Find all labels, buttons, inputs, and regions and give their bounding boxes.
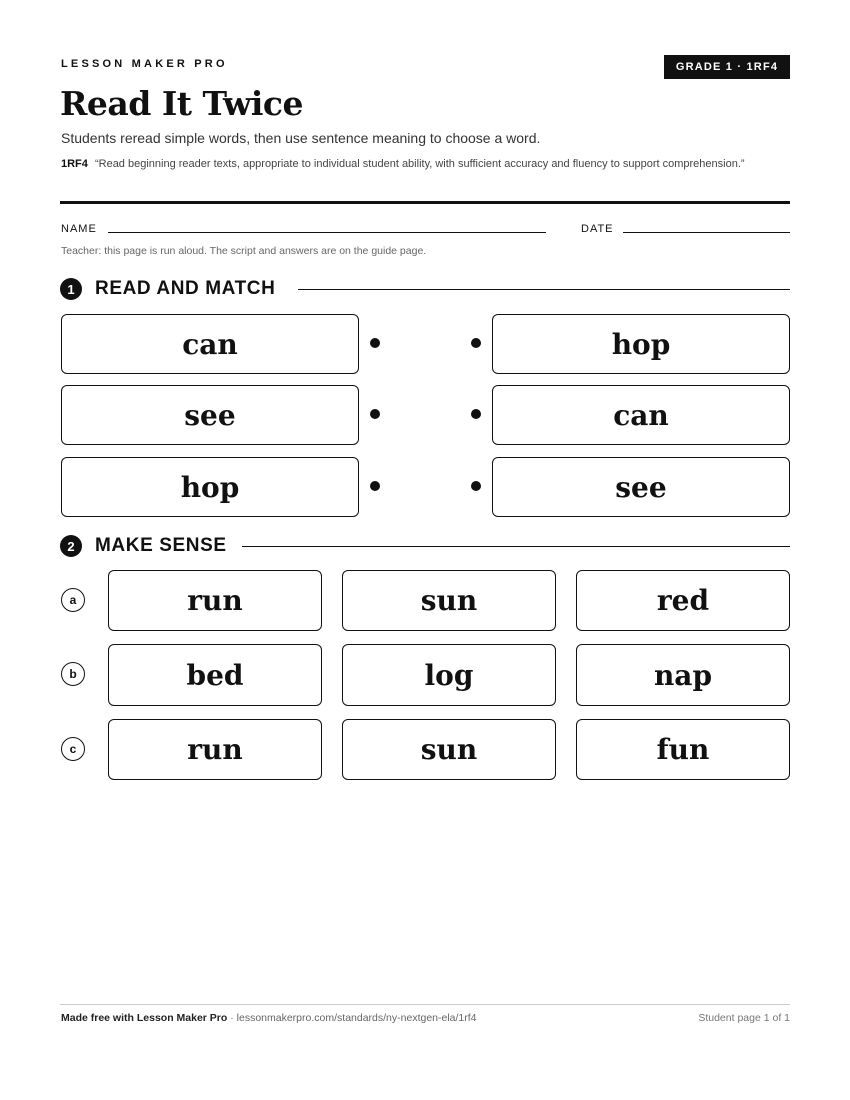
choice-word[interactable]: run	[108, 719, 322, 780]
standard-description	[61, 156, 761, 173]
choice-word[interactable]: sun	[342, 570, 556, 631]
match-right-word: see	[492, 457, 790, 517]
match-left-dot[interactable]	[370, 409, 380, 419]
row-letter-badge: c	[61, 737, 85, 761]
choice-word[interactable]: bed	[108, 644, 322, 706]
row-letter-badge: a	[61, 588, 85, 612]
standard-code: 1RF4	[61, 158, 88, 170]
name-label: NAME	[61, 223, 97, 235]
choice-word[interactable]: sun	[342, 719, 556, 780]
teacher-note: Teacher: this page is run aloud. The script and answers are on the guide page.	[61, 245, 427, 257]
choice-word[interactable]: run	[108, 570, 322, 631]
section-title: MAKE SENSE	[95, 535, 227, 556]
page-title: Read It Twice	[60, 84, 303, 123]
date-line	[623, 232, 790, 233]
match-left-word: hop	[61, 457, 359, 517]
choice-word[interactable]: nap	[576, 644, 790, 706]
page-subtitle: Students reread simple words, then use sentence meaning to choose a word.	[61, 130, 541, 146]
match-right-word: hop	[492, 314, 790, 374]
match-left-dot[interactable]	[370, 338, 380, 348]
choice-word[interactable]: fun	[576, 719, 790, 780]
section-number: 2	[60, 535, 82, 557]
footer-separator: ·	[227, 1012, 237, 1024]
standard-text: “Read beginning reader texts, appropriate to individual student ability, with sufficient accuracy and fluency to support comprehension.”	[94, 158, 745, 170]
choice-word[interactable]: red	[576, 570, 790, 631]
section-rule	[242, 546, 790, 547]
name-line	[108, 232, 546, 233]
choice-word[interactable]: log	[342, 644, 556, 706]
section-rule	[298, 289, 790, 290]
match-right-dot[interactable]	[471, 338, 481, 348]
footer-page-number: Student page 1 of 1	[698, 1012, 790, 1024]
section-make-sense-header	[60, 533, 790, 559]
match-right-dot[interactable]	[471, 481, 481, 491]
footer-credit	[61, 1012, 477, 1024]
brand-name: LESSON MAKER PRO	[61, 58, 228, 70]
match-left-word: see	[61, 385, 359, 445]
match-left-word: can	[61, 314, 359, 374]
footer-url[interactable]: lessonmakerpro.com/standards/ny-nextgen-ela/1rf4	[236, 1012, 477, 1024]
match-right-word: can	[492, 385, 790, 445]
section-read-and-match-header	[60, 276, 790, 302]
header-divider	[60, 201, 790, 204]
match-right-dot[interactable]	[471, 409, 481, 419]
footer-divider	[60, 1004, 790, 1005]
match-left-dot[interactable]	[370, 481, 380, 491]
grade-badge: GRADE 1 · 1RF4	[664, 55, 790, 79]
date-label: DATE	[581, 223, 614, 235]
section-title: READ AND MATCH	[95, 278, 276, 299]
footer-made-with: Made free with Lesson Maker Pro	[61, 1012, 228, 1024]
section-number: 1	[60, 278, 82, 300]
row-letter-badge: b	[61, 662, 85, 686]
